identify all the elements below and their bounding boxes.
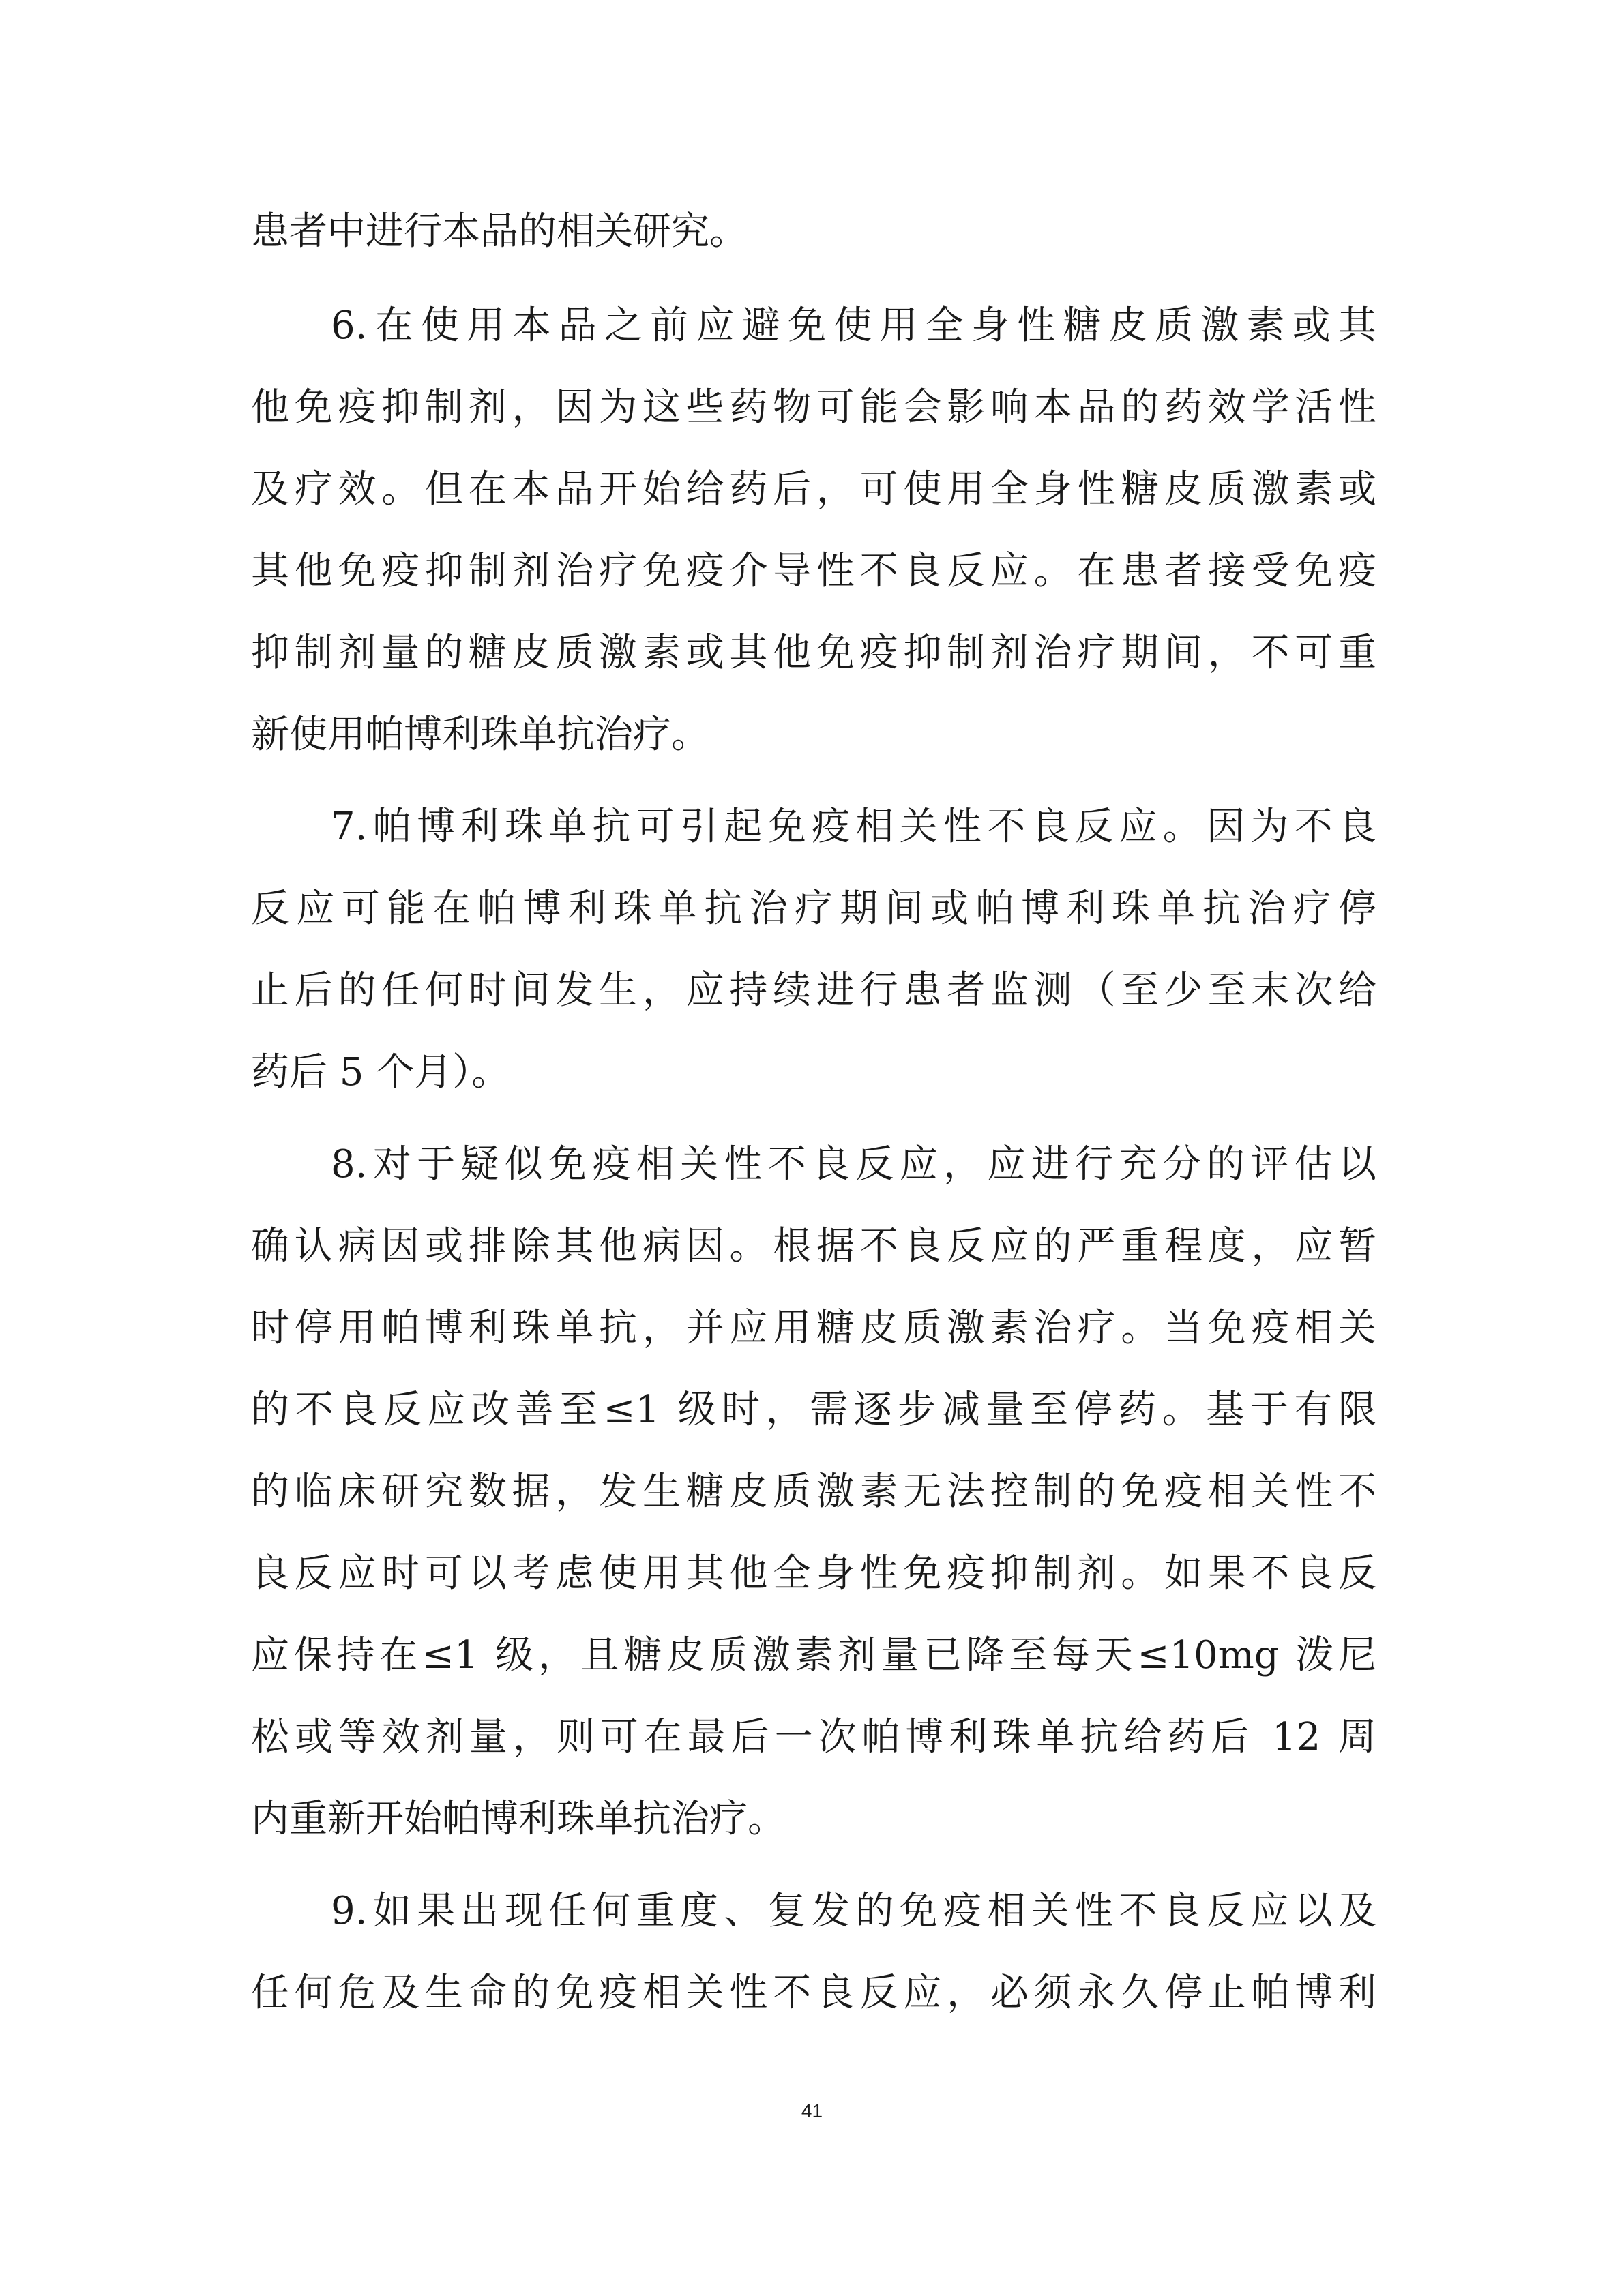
paragraph-line: 良反应时可以考虑使用其他全身性免疫抑制剂。如果不良反 bbox=[251, 1551, 1376, 1596]
paragraph-line: 7.帕博利珠单抗可引起免疫相关性不良反应。因为不良 bbox=[331, 805, 1376, 849]
paragraph-line: 确认病因或排除其他病因。根据不良反应的严重程度，应暂 bbox=[251, 1224, 1376, 1268]
paragraph-line: 反应可能在帕博利珠单抗治疗期间或帕博利珠单抗治疗停 bbox=[251, 886, 1376, 931]
paragraph-line: 的临床研究数据，发生糖皮质激素无法控制的免疫相关性不 bbox=[251, 1470, 1376, 1514]
paragraph-line: 药后 5 个月）。 bbox=[251, 1050, 510, 1094]
paragraph-line: 任何危及生命的免疫相关性不良反应，必须永久停止帕博利 bbox=[251, 1971, 1376, 2015]
page-number: 41 bbox=[801, 2100, 823, 2121]
paragraph-line: 患者中进行本品的相关研究。 bbox=[251, 209, 748, 254]
paragraph-line: 内重新开始帕博利珠单抗治疗。 bbox=[251, 1797, 786, 1841]
paragraph-line: 应保持在≤1 级，且糖皮质激素剂量已降至每天≤10mg 泼尼 bbox=[251, 1633, 1376, 1678]
paragraph-line: 新使用帕博利珠单抗治疗。 bbox=[251, 713, 709, 757]
paragraph-line: 其他免疫抑制剂治疗免疫介导性不良反应。在患者接受免疫 bbox=[251, 549, 1376, 593]
paragraph-line: 8.对于疑似免疫相关性不良反应，应进行充分的评估以 bbox=[331, 1142, 1376, 1187]
paragraph-line: 的不良反应改善至≤1 级时，需逐步减量至停药。基于有限 bbox=[251, 1388, 1376, 1432]
paragraph-line: 抑制剂量的糖皮质激素或其他免疫抑制剂治疗期间，不可重 bbox=[251, 631, 1376, 675]
paragraph-line: 他免疫抑制剂，因为这些药物可能会影响本品的药效学活性 bbox=[251, 385, 1376, 430]
paragraph-line: 9.如果出现任何重度、复发的免疫相关性不良反应以及 bbox=[331, 1889, 1376, 1933]
paragraph-line: 松或等效剂量，则可在最后一次帕博利珠单抗给药后 12 周 bbox=[251, 1715, 1376, 1759]
paragraph-line: 止后的任何时间发生，应持续进行患者监测（至少至末次给 bbox=[251, 968, 1376, 1013]
paragraph-line: 时停用帕博利珠单抗，并应用糖皮质激素治疗。当免疫相关 bbox=[251, 1306, 1376, 1350]
paragraph-line: 及疗效。但在本品开始给药后，可使用全身性糖皮质激素或 bbox=[251, 467, 1376, 511]
paragraph-line: 6.在使用本品之前应避免使用全身性糖皮质激素或其 bbox=[331, 303, 1376, 348]
